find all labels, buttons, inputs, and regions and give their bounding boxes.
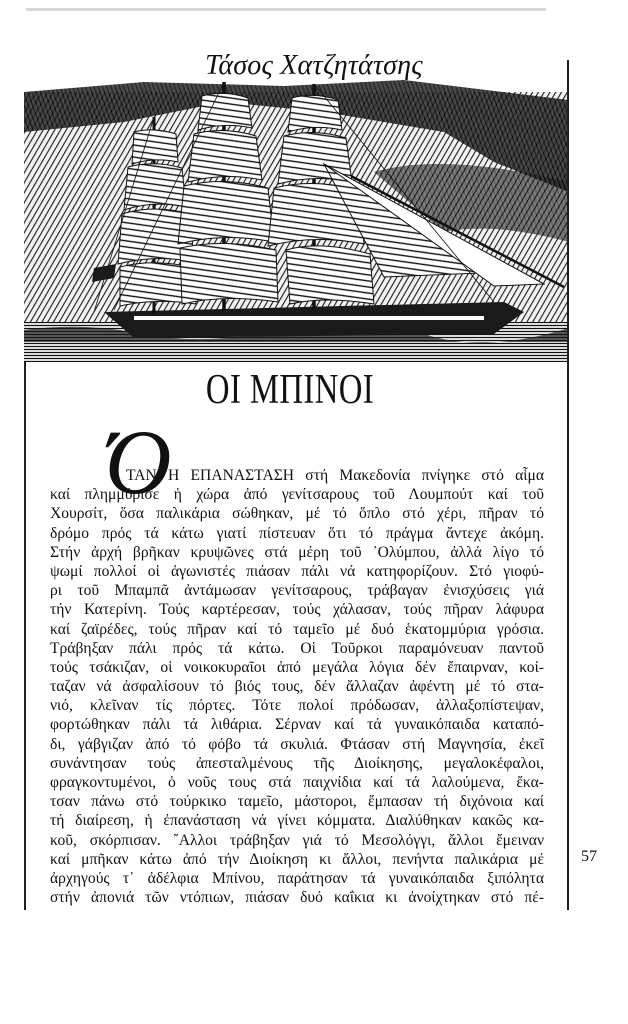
body-line: τσαν πάνω στό τούρκικο ταμεῖο, μάστοροι, ἔμπασαν τή διχόνοια καί [50,793,544,811]
body-line: τή διαίρεση, ἡ ἐπανάσταση νά γίνει κόμματα. Διαλύθηκαν κακῶς κα- [50,812,544,830]
body-line: ΤΑΝ Η ΕΠΑΝΑΣΤΑΣΗ στή Μακεδονία πνίγηκε στό αἷμα [126,467,544,484]
body-line: δι, γάβγιζαν ἀπό τό φόβο τά σκυλιά. Φτάσαν στή Μαγνησία, ἐκεῖ [50,735,544,753]
body-line: νιό, κλεῖναν τίς πόρτες. Τότε πολοί πρόδωσαν, ἀλλαξοπίστεψαν, [50,697,544,715]
top-scan-rule [26,8,546,11]
sailing-ship-icon [24,72,584,372]
body-line: συνάντησαν τούς ἀπεσταλμένους τῆς Διοίκησης, μεγαλοκέφαλοι, [50,754,544,772]
body-line: στήν ἀπονιά τῶν ντόπιων, πιάσαν δυό καΐκια κι ἀνοίχτηκαν στό πέ- [50,889,544,907]
article-title: ΟΙ ΜΠΙΝΟΙ [205,367,375,413]
body-line: φραγκοντυμένοι, ὁ νοῦς τους στά παιχνίδια καί τά λαλούμενα, ἔκα- [50,774,544,791]
drop-cap: Ό [105,411,172,513]
page-number: 57 [581,848,597,865]
body-line: τήν Κατερίνη. Τούς καρτέρεσαν, τούς χάλασαν, τούς πῆραν λάφυρα [50,601,544,619]
body-line: ψωμί πολλοί οἱ ἀγωνιστές πιάσαν πάλι νά κατηφορίζουν. Στό γιοφύ- [50,562,544,580]
body-line: ρι τοῦ Μπαμπᾶ ἀντάμωσαν γενίτσαρους, τράβαγαν ἐνισχύσεις γιά [50,582,544,600]
body-line: δρόμο πρός τά κάτω γιατί πίστευαν ὅτι τό πράγμα ἄντεχε ἀκόμη. [50,524,544,542]
frame-right-rule [567,60,569,910]
frame-left-rule [24,362,26,910]
body-line: ἀρχηγούς τ᾿ ἀδέλφια Μπίνου, παράτησαν τά γυναικόπαιδα ξιπόλητα [50,869,544,887]
body-line: καί μπῆκαν κάτω ἀπό τήν Διοίκηση κι ἄλλοι, πενήντα παλικάρια μέ [50,850,544,868]
body-line: καί ζαϊρέδες, τούς πῆραν καί τό ταμεῖο μέ δυό ἑκατομμύρια γρόσια. [50,620,544,638]
body-line: Χουρσίτ, ὅσα παλικάρια σώθηκαν, μέ τό ὅπλο στό χέρι, πῆραν τό [50,505,544,523]
article-body [50,466,544,907]
body-line: Στήν ἀρχή βρῆκαν κρυψῶνες στά μέρη τοῦ ᾿Ολύμπου, ἀλλά λίγο τό [50,543,544,561]
author-name: Τάσος Χατζητάτσης [205,50,423,81]
body-line: ταζαν νά ἀσφαλίσουν τό βιός τους, δέν ἄλλαζαν ἀφέντη μέ τό στα- [50,678,544,696]
body-line: κοῦ, σκόρπισαν. ῎Αλλοι τράβηξαν γιά τό Μεσολόγγι, ἄλλοι ἔμειναν [50,831,544,849]
body-line: Τράβηξαν πάλι πρός τά κάτω. Οἱ Τοῦρκοι παραμόνευαν παντοῦ [50,639,544,657]
ship-engraving-illustration [24,72,584,372]
body-line: καί πλημμύρισε ἡ χώρα ἀπό γενίτσαρους τοῦ Λουμπούτ καί τοῦ [50,486,544,504]
body-line: φορτώθηκαν πάλι τά λιθάρια. Σέρναν καί τά γυναικόπαιδα καταπό- [50,716,544,734]
body-line: τούς τσάκιζαν, οἱ νοικοκυραῖοι ἀπό μεγάλα λόγια δέν ἔπαιρναν, κοί- [50,658,544,676]
